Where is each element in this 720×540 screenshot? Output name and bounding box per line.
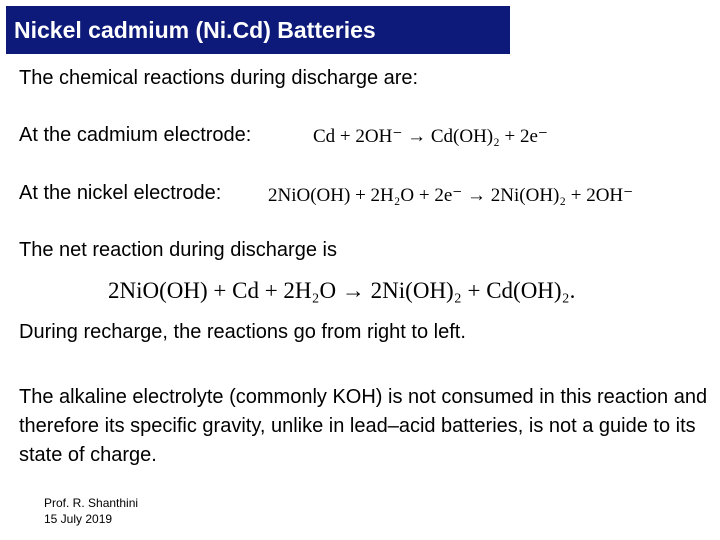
- intro-text: The chemical reactions during discharge are:: [19, 67, 419, 89]
- net-equation: 2NiO(OH) + Cd + 2H₂O → 2Ni(OH)₂ + Cd(OH)₂.: [108, 278, 576, 303]
- net-reaction-label: The net reaction during discharge is: [19, 239, 337, 261]
- footer-author: Prof. R. Shanthini: [44, 496, 139, 510]
- slide-title: Nickel cadmium (Ni.Cd) Batteries: [14, 16, 376, 43]
- footer: [44, 495, 138, 527]
- cadmium-electrode-label: At the cadmium electrode:: [19, 124, 252, 146]
- nickel-electrode-label: At the nickel electrode:: [19, 182, 222, 204]
- title-bar: [6, 6, 510, 54]
- nickel-equation: 2NiO(OH) + 2H₂O + 2e⁻ → 2Ni(OH)₂ + 2OH⁻: [268, 185, 634, 206]
- electrolyte-paragraph: The alkaline electrolyte (commonly KOH) is not consumed in this reaction and therefore its specific gravity, unlike in lead–acid batteries, is not a guide to its state of charge.: [19, 386, 708, 466]
- cadmium-equation: Cd + 2OH⁻ → Cd(OH)₂ + 2e⁻: [313, 126, 548, 147]
- footer-date: 15 July 2019: [44, 512, 113, 526]
- recharge-text: During recharge, the reactions go from right to left.: [19, 321, 466, 343]
